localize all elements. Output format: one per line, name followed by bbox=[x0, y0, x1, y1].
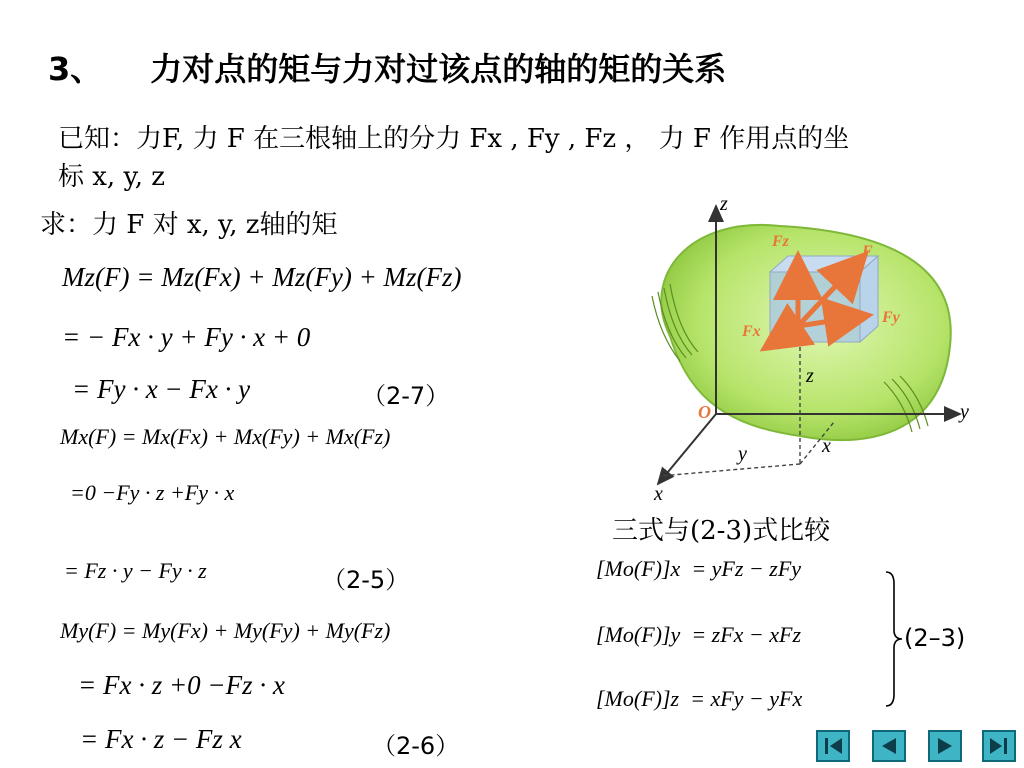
next-slide-button[interactable] bbox=[928, 730, 962, 762]
skip-last-icon bbox=[984, 732, 1014, 760]
my-expansion: = Fx · z +0 −Fz · x bbox=[78, 670, 285, 700]
axis-label-z: z bbox=[720, 193, 728, 215]
force-label-Fy: Fy bbox=[882, 309, 900, 326]
origin-label: O bbox=[698, 402, 711, 422]
mx-result: = Fz · y − Fy · z bbox=[64, 558, 207, 583]
axis-label-x: x bbox=[654, 483, 663, 505]
moment-x-row bbox=[596, 556, 801, 582]
moment-z-rhs: = xFy − yFx bbox=[690, 686, 803, 711]
my-definition: My(F) = My(Fx) + My(Fy) + My(Fz) bbox=[60, 618, 391, 643]
next-icon bbox=[930, 732, 960, 760]
moment-y-row bbox=[596, 622, 801, 648]
moment-x-rhs: = yFz − zFy bbox=[691, 556, 802, 581]
dim-label-x: x bbox=[822, 435, 831, 457]
section-number: 3、 bbox=[48, 50, 103, 88]
mz-expansion: = − Fx · y + Fy · x + 0 bbox=[62, 322, 311, 352]
previous-slide-button[interactable] bbox=[872, 730, 906, 762]
brace-icon bbox=[884, 570, 904, 708]
previous-icon bbox=[874, 732, 904, 760]
force-label-Fx: Fx bbox=[742, 323, 761, 340]
mz-result: = Fy · x − Fx · y bbox=[72, 374, 251, 404]
given-line-2: 标 x, y, z bbox=[58, 162, 165, 192]
given-line-1: 已知：力F, 力 F 在三根轴上的分力 Fx , Fy , Fz ， 力 F 作用点的坐 bbox=[58, 124, 850, 154]
dim-label-y: y bbox=[738, 443, 747, 465]
force-label-Fz: Fz bbox=[772, 233, 789, 250]
eq-label-2-7: （2-7） bbox=[362, 382, 450, 410]
skip-first-icon bbox=[818, 732, 848, 760]
slide-title bbox=[48, 44, 726, 90]
eq-label-2-3: (2–3) bbox=[904, 624, 966, 652]
axis-label-y: y bbox=[960, 401, 969, 423]
comparison-caption: 三式与(2-3)式比较 bbox=[612, 516, 831, 546]
force-label-F: F bbox=[862, 243, 873, 260]
force-moment-figure bbox=[630, 186, 990, 506]
dim-label-z: z bbox=[806, 365, 814, 387]
my-result: = Fx · z − Fz x bbox=[80, 724, 242, 754]
moment-x-lhs: [Mo(F)]x bbox=[596, 556, 681, 581]
moment-z-row bbox=[596, 686, 802, 712]
moment-y-lhs: [Mo(F)]y bbox=[596, 622, 681, 647]
mx-definition: Mx(F) = Mx(Fx) + Mx(Fy) + Mx(Fz) bbox=[60, 424, 391, 449]
last-slide-button[interactable] bbox=[982, 730, 1016, 762]
mz-definition: Mz(F) = Mz(Fx) + Mz(Fy) + Mz(Fz) bbox=[62, 262, 462, 292]
mx-expansion: =0 −Fy · z +Fy · x bbox=[70, 480, 235, 505]
find-statement: 求：力 F 对 x, y, z轴的矩 bbox=[40, 210, 338, 240]
moment-z-lhs: [Mo(F)]z bbox=[596, 686, 680, 711]
eq-label-2-6: （2-6） bbox=[372, 732, 460, 760]
first-slide-button[interactable] bbox=[816, 730, 850, 762]
eq-label-2-5: （2-5） bbox=[322, 566, 410, 594]
moment-y-rhs: = zFx − xFz bbox=[691, 622, 802, 647]
section-heading: 力对点的矩与力对过该点的轴的矩的关系 bbox=[150, 50, 727, 88]
